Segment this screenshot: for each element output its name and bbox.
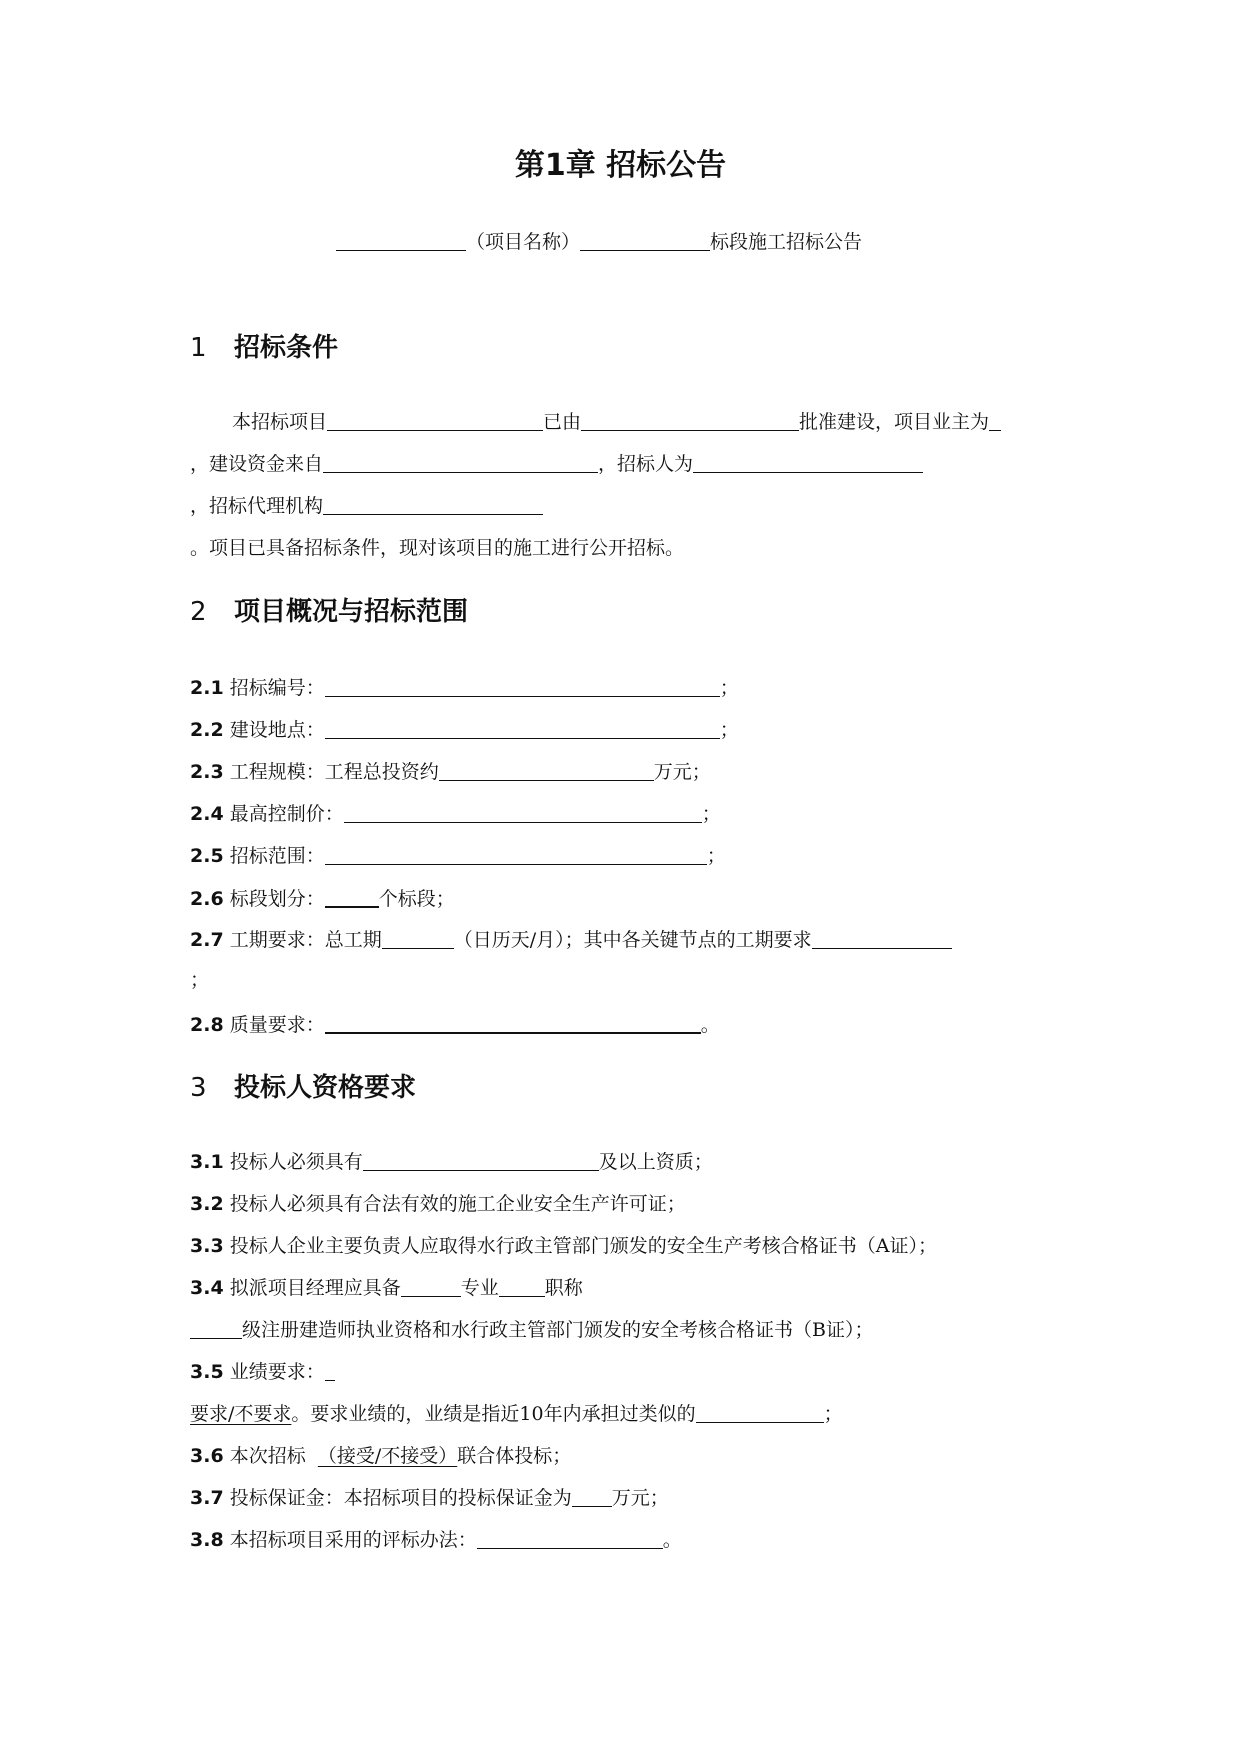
label: 。 bbox=[662, 1529, 682, 1551]
label: 招标编号： bbox=[229, 677, 325, 699]
item-number: 3.1 bbox=[190, 1151, 224, 1173]
section-2-heading bbox=[190, 596, 468, 628]
section-1-heading bbox=[190, 332, 338, 364]
label: 质量要求： bbox=[229, 1014, 325, 1036]
label: ； bbox=[706, 845, 726, 867]
item-number: 2.3 bbox=[190, 761, 224, 783]
label: 投标人企业主要负责人应取得水行政主管部门颁发的安全生产考核合格证书（A证）； bbox=[229, 1235, 937, 1257]
subtitle-project-name-label: （项目名称） bbox=[466, 231, 581, 253]
evaluation-method-blank[interactable] bbox=[477, 1528, 663, 1549]
label: 建设地点： bbox=[229, 719, 325, 741]
item-3-4 bbox=[190, 1276, 583, 1300]
quality-blank[interactable] bbox=[325, 1012, 701, 1034]
label: 万元； bbox=[611, 1487, 669, 1509]
investment-blank[interactable] bbox=[439, 760, 654, 781]
label: 联合体投标； bbox=[457, 1445, 572, 1467]
item-3-5 bbox=[190, 1360, 335, 1384]
item-number: 3.6 bbox=[190, 1445, 224, 1467]
similar-project-blank[interactable] bbox=[696, 1402, 824, 1423]
item-2-5 bbox=[190, 844, 726, 868]
item-3-1 bbox=[190, 1150, 713, 1174]
qualification-blank[interactable] bbox=[363, 1150, 599, 1171]
label: ； bbox=[719, 719, 739, 741]
grade-blank[interactable] bbox=[190, 1318, 242, 1339]
consortium-option[interactable]: （接受/不接受） bbox=[317, 1445, 458, 1467]
section-number: 2 bbox=[190, 597, 207, 627]
section-3-heading bbox=[190, 1072, 416, 1104]
sec1-line-1 bbox=[232, 410, 1001, 434]
label: 业绩要求： bbox=[229, 1361, 325, 1383]
label: 。 bbox=[700, 1014, 720, 1036]
item-2-6 bbox=[190, 886, 455, 911]
label: ，建设资金来自 bbox=[190, 453, 324, 475]
funding-source-blank[interactable] bbox=[323, 452, 598, 473]
item-2-7-wrap: ； bbox=[190, 969, 210, 991]
performance-blank[interactable] bbox=[325, 1360, 335, 1381]
label: 投标人必须具有 bbox=[229, 1151, 363, 1173]
label: 个标段； bbox=[378, 888, 455, 910]
label: 已由 bbox=[543, 411, 582, 433]
label: 本次招标 bbox=[229, 1445, 306, 1467]
bid-number-blank[interactable] bbox=[325, 676, 720, 697]
item-number: 2.1 bbox=[190, 677, 224, 699]
section-number: 3 bbox=[190, 1073, 207, 1103]
label: 投标保证金：本招标项目的投标保证金为 bbox=[229, 1487, 572, 1509]
label: 工程规模：工程总投资约 bbox=[229, 761, 439, 783]
item-2-2 bbox=[190, 718, 739, 742]
subtitle-suffix: 标段施工招标公告 bbox=[710, 231, 863, 253]
label: 最高控制价： bbox=[229, 803, 344, 825]
item-2-1 bbox=[190, 676, 739, 700]
label: 职称 bbox=[544, 1277, 583, 1299]
label: ，招标代理机构 bbox=[190, 495, 324, 517]
item-3-2 bbox=[190, 1192, 686, 1216]
item-number: 2.4 bbox=[190, 803, 224, 825]
item-2-4 bbox=[190, 802, 721, 826]
label: 万元； bbox=[653, 761, 711, 783]
item-2-7 bbox=[190, 928, 952, 952]
item-3-8 bbox=[190, 1528, 682, 1552]
approver-blank[interactable] bbox=[581, 410, 799, 431]
label: 专业 bbox=[460, 1277, 499, 1299]
item-2-8 bbox=[190, 1012, 720, 1037]
deposit-blank[interactable] bbox=[572, 1486, 612, 1507]
item-2-3 bbox=[190, 760, 711, 784]
item-number: 3.7 bbox=[190, 1487, 224, 1509]
label: 。要求业绩的，业绩是指近10年内承担过类似的 bbox=[291, 1403, 696, 1425]
sec1-line-3 bbox=[190, 494, 543, 518]
label: 本招标项目采用的评标办法： bbox=[229, 1529, 477, 1551]
item-number: 3.2 bbox=[190, 1193, 224, 1215]
specialty-blank[interactable] bbox=[401, 1276, 461, 1297]
label: ，招标人为 bbox=[598, 453, 694, 475]
require-option[interactable]: 要求/不要求 bbox=[190, 1403, 292, 1425]
milestones-blank[interactable] bbox=[812, 928, 952, 949]
label: 本招标项目 bbox=[232, 411, 328, 433]
location-blank[interactable] bbox=[325, 718, 720, 739]
section-number: 1 bbox=[190, 333, 207, 363]
subtitle bbox=[336, 230, 862, 254]
item-number: 3.8 bbox=[190, 1529, 224, 1551]
label: 工期要求：总工期 bbox=[229, 929, 382, 951]
section-title: 投标人资格要求 bbox=[234, 1073, 417, 1103]
item-number: 2.2 bbox=[190, 719, 224, 741]
item-number: 2.7 bbox=[190, 929, 224, 951]
item-number: 2.6 bbox=[190, 888, 224, 910]
item-3-6 bbox=[190, 1444, 571, 1468]
duration-blank[interactable] bbox=[382, 928, 454, 949]
label: 及以上资质； bbox=[598, 1151, 713, 1173]
label: ； bbox=[823, 1403, 843, 1425]
label: 招标范围： bbox=[229, 845, 325, 867]
label: （日历天/月）；其中各关键节点的工期要求 bbox=[453, 929, 812, 951]
item-number: 2.8 bbox=[190, 1014, 224, 1036]
item-number: 3.3 bbox=[190, 1235, 224, 1257]
item-3-4-wrap bbox=[190, 1318, 873, 1342]
label: ； bbox=[719, 677, 739, 699]
label: ； bbox=[701, 803, 721, 825]
item-3-5-wrap bbox=[190, 1402, 843, 1426]
item-number: 3.4 bbox=[190, 1277, 224, 1299]
label: 批准建设，项目业主为 bbox=[799, 411, 990, 433]
item-3-3 bbox=[190, 1234, 937, 1258]
item-3-7 bbox=[190, 1486, 669, 1510]
max-price-blank[interactable] bbox=[344, 802, 702, 823]
sec1-line-4: 。项目已具备招标条件，现对该项目的施工进行公开招标。 bbox=[190, 537, 685, 559]
section-title: 招标条件 bbox=[234, 333, 339, 363]
sections-count-blank[interactable] bbox=[325, 886, 379, 908]
project-blank[interactable] bbox=[327, 410, 543, 431]
sec1-line-2 bbox=[190, 452, 923, 476]
section-title: 项目概况与招标范围 bbox=[234, 597, 469, 627]
owner-blank[interactable] bbox=[989, 410, 1001, 431]
label: 投标人必须具有合法有效的施工企业安全生产许可证； bbox=[229, 1193, 686, 1215]
label: 标段划分： bbox=[229, 888, 325, 910]
page-title: 第1章 招标公告 bbox=[514, 148, 727, 183]
project-name-blank[interactable] bbox=[336, 230, 466, 251]
label: 拟派项目经理应具备 bbox=[229, 1277, 401, 1299]
scope-blank[interactable] bbox=[325, 844, 707, 865]
label: 级注册建造师执业资格和水行政主管部门颁发的安全考核合格证书（B证）； bbox=[242, 1319, 874, 1341]
tenderer-blank[interactable] bbox=[693, 452, 923, 473]
title-blank[interactable] bbox=[499, 1276, 545, 1297]
item-number: 2.5 bbox=[190, 845, 224, 867]
item-number: 3.5 bbox=[190, 1361, 224, 1383]
agency-blank[interactable] bbox=[323, 494, 543, 515]
section-name-blank[interactable] bbox=[580, 230, 710, 251]
